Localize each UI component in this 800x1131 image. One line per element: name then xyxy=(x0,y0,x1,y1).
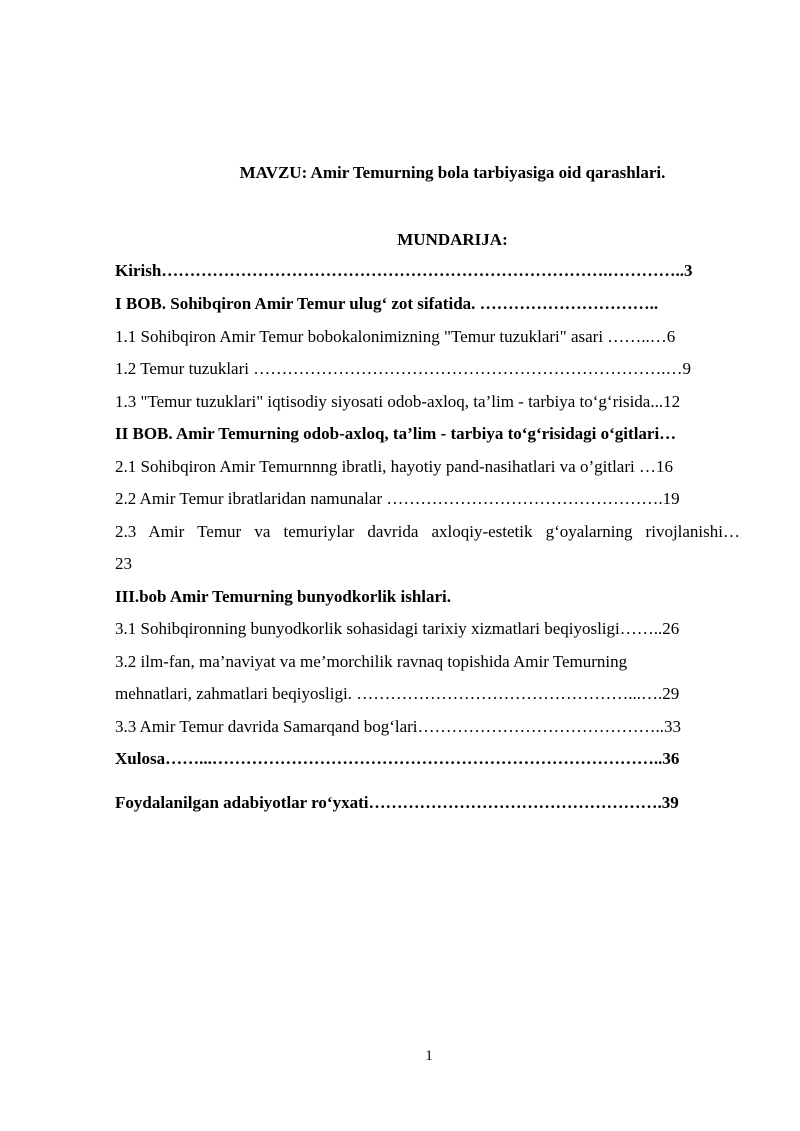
toc-entry-3-2: 3.2 ilm-fan, ma’naviyat va me’morchilik ravnaq topishida Amir Temurning xyxy=(115,652,628,671)
contents-heading: MUNDARIJA: xyxy=(397,230,508,249)
toc-entry-references: Foydalanilgan adabiyotlar ro‘yxati…………………………………………….39 xyxy=(115,793,679,812)
toc-entry-3-2-cont: mehnatlari, zahmatlari beqiyosligi. …………………………………………...….29 xyxy=(115,684,680,703)
toc-entry-1-1: 1.1 Sohibqiron Amir Temur bobokalonimizning "Temur tuzuklari" asari ……..…6 xyxy=(115,327,676,346)
toc-entry-2-1: 2.1 Sohibqiron Amir Temurnnng ibratli, hayotiy pand-nasihatlari va o’gitlari …16 xyxy=(115,457,673,476)
toc-entry-2-3: 2.3 Amir Temur va temuriylar davrida axloqiy-estetik g‘oyalarning rivojlanishi… xyxy=(115,522,740,541)
toc-entry-2-3-page: 23 xyxy=(115,554,132,573)
toc-entry-1-2: 1.2 Temur tuzuklari ……………………………………………………………….…9 xyxy=(115,359,691,378)
toc-chapter-2: II BOB. Amir Temurning odob-axloq, ta’lim - tarbiya to‘g‘risidagi o‘gitlari… xyxy=(115,424,677,443)
toc-entry-intro: Kirish…………………………………………………………………….…………..3 xyxy=(115,261,693,280)
toc-entry-conclusion: Xulosa……...……………………………………………………………………..36 xyxy=(115,749,680,768)
toc-entry-3-1: 3.1 Sohibqironning bunyodkorlik sohasidagi tarixiy xizmatlari beqiyosligi……..26 xyxy=(115,619,680,638)
toc-entry-3-3: 3.3 Amir Temur davrida Samarqand bog‘lari……………………………………..33 xyxy=(115,717,682,736)
page-number: 1 xyxy=(425,1048,433,1064)
toc-entry-1-3: 1.3 "Temur tuzuklari" iqtisodiy siyosati odob-axloq, ta’lim - tarbiya to‘g‘risida...12 xyxy=(115,392,681,411)
document-title: MAVZU: Amir Temurning bola tarbiyasiga oid qarashlari. xyxy=(239,163,666,182)
toc-chapter-3: III.bob Amir Temurning bunyodkorlik ishlari. xyxy=(115,587,452,606)
toc-entry-2-2: 2.2 Amir Temur ibratlaridan namunalar ………………………………………….19 xyxy=(115,489,680,508)
toc-chapter-1: I BOB. Sohibqiron Amir Temur ulug‘ zot sifatida. ………………………….. xyxy=(115,294,659,313)
